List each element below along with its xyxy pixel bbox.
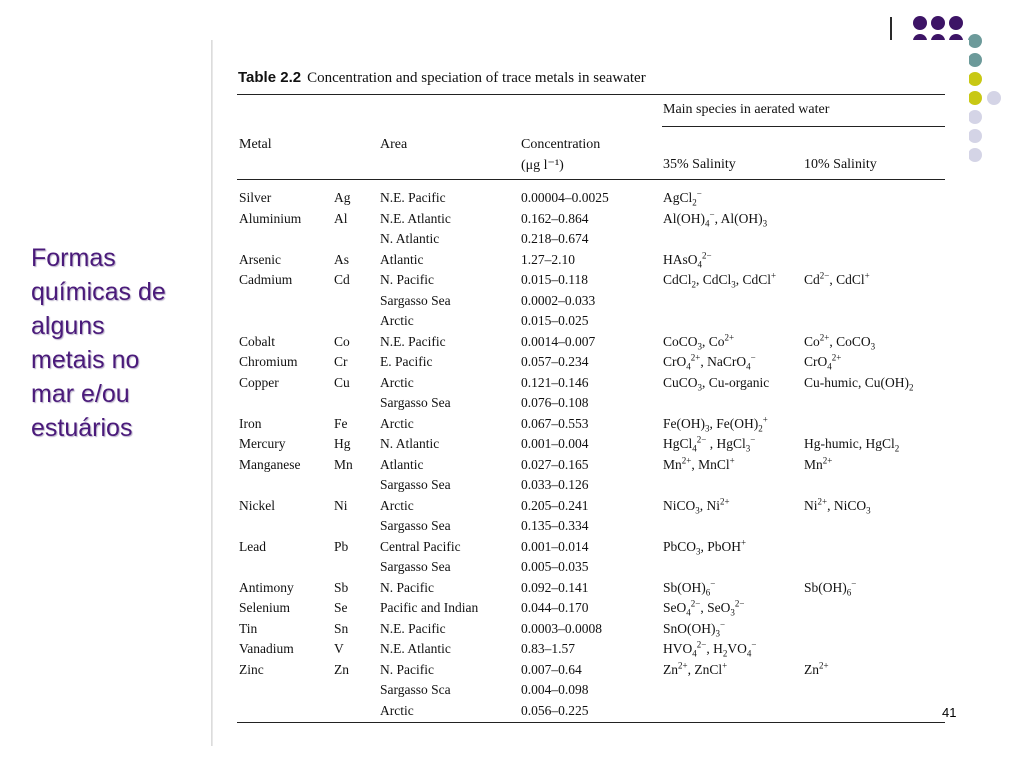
header-metal: Metal (239, 137, 272, 152)
cell-concentration: 0.001–0.004 (521, 436, 589, 451)
cell-area: N.E. Pacific (380, 620, 446, 636)
cell-concentration: 0.0014–0.007 (521, 333, 596, 349)
cell-concentration: 0.092–0.141 (521, 579, 589, 595)
cell-salinity-35: HgCl$_4^{2-}$ , HgCl$_3$− (663, 434, 756, 454)
cell-symbol: Hg (334, 436, 351, 451)
slide-title-line: Formas (31, 244, 116, 272)
cell-salinity-35: CuCO$_3$, Cu-organic (663, 374, 770, 393)
cell-salinity-35: $SnO(OH)_3^-$ (663, 619, 726, 639)
cell-concentration: 0.0003–0.0008 (521, 620, 602, 636)
decorative-dot (968, 53, 982, 67)
cell-area: N. Pacific (380, 661, 434, 677)
header-bottom-rule (237, 179, 945, 180)
page-number: 41 (942, 705, 957, 720)
cell-symbol: Pb (334, 538, 349, 554)
cell-area: N.E. Pacific (380, 190, 446, 205)
cell-concentration: 0.033–0.126 (521, 477, 589, 492)
cell-area: Sargasso Sca (380, 682, 451, 697)
cell-salinity-35: $HVO_4^{2-}$, $H_2VO_4^-$ (663, 639, 757, 659)
cell-metal: Cobalt (239, 333, 275, 349)
cell-salinity-35: $Fe(OH)_3$, $Fe(OH)_2^+$ (663, 414, 768, 434)
cell-metal: Iron (239, 415, 262, 431)
cell-area: N. Pacific (380, 579, 434, 595)
cell-concentration: 0.057–0.234 (521, 354, 589, 369)
header-concentration: Concentration (521, 137, 601, 152)
cell-area: Arctic (380, 702, 414, 718)
cell-concentration: 0.00004–0.0025 (521, 190, 609, 205)
cell-area: Arctic (380, 374, 414, 390)
cell-symbol: As (334, 251, 350, 267)
cell-concentration: 0.007–0.64 (521, 661, 582, 677)
cell-symbol: Se (334, 600, 348, 615)
decorative-dot (949, 16, 963, 30)
cell-symbol: V (334, 641, 344, 656)
cell-area: N.E. Pacific (380, 333, 446, 349)
cell-metal: Vanadium (239, 641, 294, 656)
cell-metal: Chromium (239, 354, 298, 369)
decorative-dot (968, 129, 982, 143)
cell-area: E. Pacific (380, 354, 433, 369)
cell-area: Sargasso Sea (380, 559, 451, 574)
cell-symbol: Mn (334, 456, 353, 472)
cell-area: Central Pacific (380, 538, 461, 554)
slide-title-line: metais no (31, 346, 140, 374)
decorative-dot (968, 34, 982, 48)
cell-metal: Nickel (239, 497, 275, 513)
header-salinity-35: 35% Salinity (663, 157, 736, 172)
cell-symbol: Co (334, 333, 350, 349)
slide-title (31, 241, 201, 445)
cell-area: Atlantic (380, 251, 424, 267)
cell-concentration: 0.205–0.241 (521, 497, 589, 513)
cell-salinity-35: $Sb(OH)_6^-$ (663, 578, 716, 598)
cell-symbol: Ag (334, 190, 351, 205)
header-salinity-10: 10% Salinity (804, 157, 877, 172)
cell-metal: Selenium (239, 600, 290, 615)
cell-symbol: Cr (334, 354, 348, 369)
cell-metal: Manganese (239, 456, 301, 472)
cell-metal: Copper (239, 374, 279, 390)
table-label: Table 2.2 (238, 69, 302, 86)
header-concentration-unit: (μg l⁻¹) (521, 158, 564, 173)
cell-salinity-35: PbCO$_3$, PbOH+ (663, 537, 747, 557)
cell-metal: Arsenic (239, 251, 281, 267)
cell-concentration: 0.044–0.170 (521, 600, 589, 615)
decorative-dot (968, 148, 982, 162)
cell-salinity-10: $Sb(OH)_6^-$ (804, 578, 857, 598)
cell-salinity-10: $Mn^{2+}$ (804, 455, 833, 472)
cell-area: Sargasso Sea (380, 477, 451, 492)
cell-metal: Silver (239, 190, 272, 205)
cell-salinity-10: $Cd^{2-}$, CdCl+ (804, 270, 870, 287)
cell-area: Arctic (380, 415, 414, 431)
group-header-rule (662, 126, 945, 127)
cell-area: Sargasso Sea (380, 395, 451, 410)
cell-metal: Antimony (239, 579, 294, 595)
cell-salinity-35: $Al(OH)_4^-$, $Al(OH)_3$ (663, 209, 768, 229)
decorative-dot (931, 16, 945, 30)
cell-salinity-35: CdCl$_2$, CdCl$_3$, CdCl+ (663, 270, 777, 290)
decorative-dot (913, 16, 927, 30)
cell-concentration: 0.076–0.108 (521, 395, 589, 410)
slide-title-line: alguns (31, 312, 105, 340)
cell-area: N. Atlantic (380, 231, 440, 246)
cell-symbol: Ni (334, 497, 348, 513)
cell-area: Arctic (380, 497, 414, 513)
cell-salinity-10: $Zn^{2+}$ (804, 660, 829, 677)
cell-symbol: Sn (334, 620, 349, 636)
cell-concentration: 0.0002–0.033 (521, 292, 596, 308)
cell-metal: Mercury (239, 436, 286, 451)
cell-concentration: 0.162–0.864 (521, 210, 589, 226)
cell-salinity-10: $Co^{2+}$, CoCO$_3$ (804, 332, 876, 352)
cell-symbol: Sb (334, 579, 349, 595)
cell-concentration: 0.001–0.014 (521, 538, 589, 554)
cell-concentration: 1.27–2.10 (521, 251, 575, 267)
decorative-dot (968, 91, 982, 105)
cell-salinity-10: CrO$_4^{2+}$ (804, 352, 842, 372)
cell-area: N.E. Atlantic (380, 641, 451, 656)
decorative-dot (987, 91, 1001, 105)
cell-metal: Zinc (239, 661, 264, 677)
cell-area: Sargasso Sea (380, 292, 451, 308)
slide-title-line: químicas de (31, 278, 166, 306)
cell-metal: Lead (239, 538, 266, 554)
cell-concentration: 0.027–0.165 (521, 456, 589, 472)
cell-metal: Tin (239, 620, 258, 636)
group-header: Main species in aerated water (663, 102, 830, 117)
cell-concentration: 0.005–0.035 (521, 559, 589, 574)
cell-concentration: 0.135–0.334 (521, 518, 589, 533)
cell-concentration: 0.015–0.118 (521, 272, 588, 287)
cell-area: N. Pacific (380, 272, 434, 287)
cell-symbol: Al (334, 210, 348, 226)
slide-title-line: estuários (31, 414, 133, 442)
cell-area: N. Atlantic (380, 436, 440, 451)
cell-metal: Aluminium (239, 210, 302, 226)
cell-concentration: 0.83–1.57 (521, 641, 575, 656)
cell-area: Sargasso Sea (380, 518, 451, 533)
cell-symbol: Cd (334, 272, 350, 287)
cell-salinity-10: Cu-humic, $Cu(OH)_2$ (804, 374, 914, 393)
cell-concentration: 0.067–0.553 (521, 415, 589, 431)
cell-area: Arctic (380, 313, 414, 328)
cell-metal: Cadmium (239, 272, 293, 287)
cell-concentration: 0.015–0.025 (521, 313, 589, 328)
cell-salinity-35: $Zn^{2+}$, ZnCl+ (663, 660, 728, 677)
cell-salinity-35: SeO$_4^{2-}$, SeO$_3^{2-}$ (663, 598, 745, 618)
table-bottom-rule (237, 722, 945, 723)
cell-salinity-35: CrO$_4^{2+}$, NaCrO$_4$− (663, 352, 756, 372)
cell-symbol: Zn (334, 661, 349, 677)
cell-area: N.E. Atlantic (380, 210, 451, 226)
cell-salinity-35: $Mn^{2+}$, MnCl+ (663, 455, 735, 472)
table-caption (238, 69, 646, 87)
cell-concentration: 0.121–0.146 (521, 374, 589, 390)
table-top-rule (237, 94, 945, 95)
cell-salinity-35: NiCO$_3$, $Ni^{2+}$ (663, 496, 730, 516)
slide-title-line: mar e/ou (31, 380, 130, 408)
cell-salinity-10: Hg-humic, HgCl$_2$ (804, 436, 900, 454)
cell-concentration: 0.004–0.098 (521, 682, 589, 697)
cell-area: Atlantic (380, 456, 424, 472)
decorative-dot (968, 72, 982, 86)
table-title: Concentration and speciation of trace metals in seawater (307, 70, 646, 86)
cell-salinity-35: CoCO$_3$, $Co^{2+}$ (663, 332, 735, 352)
cell-concentration: 0.056–0.225 (521, 702, 589, 718)
cell-concentration: 0.218–0.674 (521, 231, 589, 246)
cell-salinity-35: AgCl$_2$− (663, 188, 702, 208)
cell-symbol: Fe (334, 415, 348, 431)
decorative-dot (968, 110, 982, 124)
header-area: Area (380, 137, 408, 152)
cell-salinity-10: $Ni^{2+}$, NiCO$_3$ (804, 496, 871, 516)
cell-symbol: Cu (334, 374, 350, 390)
cell-salinity-35: HAsO$_4^{2-}$ (663, 250, 712, 270)
cell-area: Pacific and Indian (380, 600, 479, 615)
